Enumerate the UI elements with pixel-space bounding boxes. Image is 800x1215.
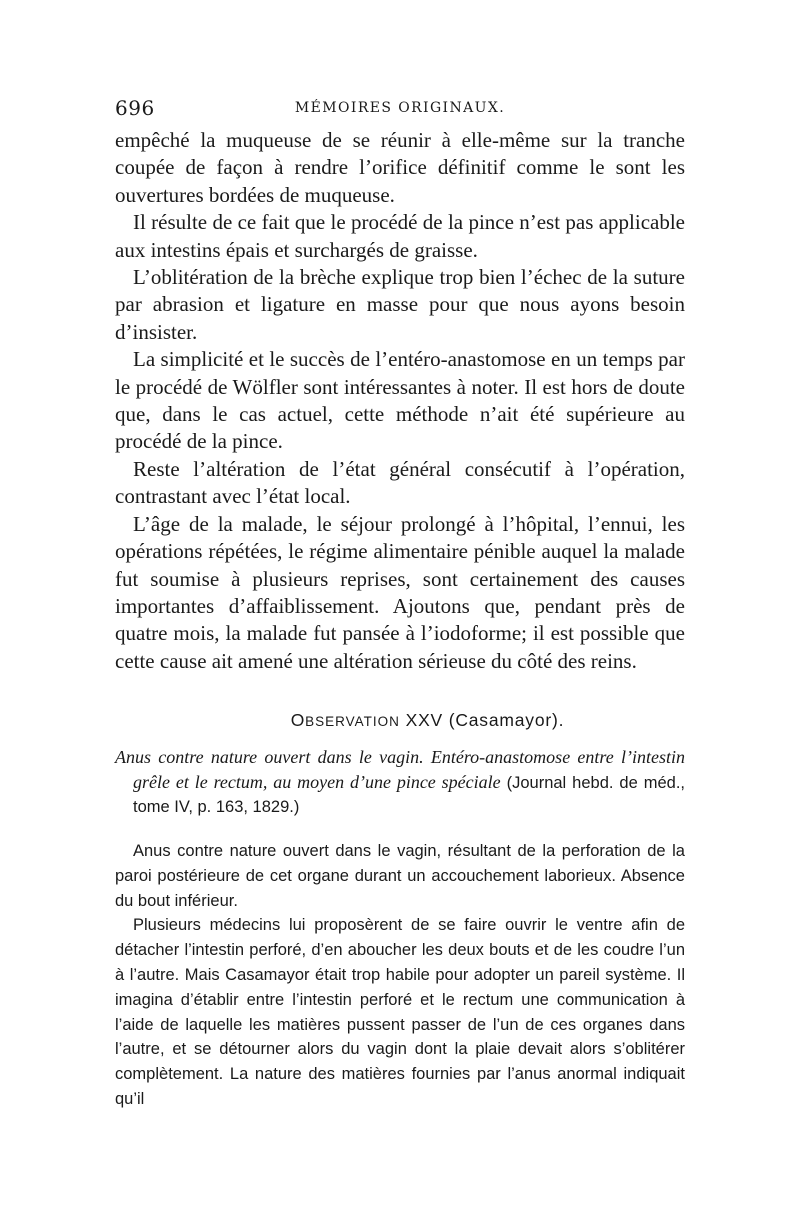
paragraph: L’oblitération de la brèche explique trop bien l’échec de la suture par abrasion et ligature en masse pour que nous ayons besoin d’insister.	[115, 265, 685, 344]
observation-label-rest: BSERVATION	[305, 714, 400, 729]
page-number: 696	[115, 96, 155, 120]
paragraph: Reste l’altération de l’état général consécutif à l’opération, contrastant avec l’état local.	[115, 456, 685, 509]
page-header	[115, 96, 685, 124]
observation-label-initial: O	[290, 710, 306, 730]
paragraph: Il résulte de ce fait que le procédé de la pince n’est pas applicable aux intestins épais et surchargés de graisse.	[115, 210, 685, 262]
observation-title	[170, 710, 685, 731]
main-text	[115, 127, 685, 675]
paragraph: empêché la muqueuse de se réunir à elle-même sur la tranche coupée de façon à rendre l’orifice définitif comme le sont les ouvertures bordées de muqueuse.	[115, 128, 685, 207]
paragraph: Plusieurs médecins lui proposèrent de se faire ouvrir le ventre afin de détacher l’intestin perforé, d’en aboucher les deux bouts et de les coudre l’un à l’autre. Mais Casamayor était trop habile pour adopter un pareil système. Il imagina d’établir entre l’intestin perforé et le rectum une communication à l’aide de laquelle les matières pussent passer de l’un de ces organes dans l’autre, et se détourner alors du vagin dont la plaie devait alors s’oblitérer complètement. La nature des matières fournies par l’anus anormal indiquait qu’il	[115, 916, 685, 1108]
observation-text	[115, 839, 685, 1112]
observation-author: (Casamayor).	[448, 710, 565, 730]
running-title: MÉMOIRES ORIGINAUX.	[294, 100, 506, 116]
observation-citation	[115, 745, 685, 819]
paragraph: Anus contre nature ouvert dans le vagin, résultant de la perforation de la paroi postérieure de cet organe durant un accouchement laborieux. Absence du bout inférieur.	[115, 842, 685, 910]
paragraph: La simplicité et le succès de l’entéro-anastomose en un temps par le procédé de Wölfler sont intéressantes à noter. Il est hors de doute que, dans le cas actuel, cette méthode n’ait été supérieure au procédé de la pince.	[115, 347, 685, 454]
observation-number: XXV	[405, 710, 444, 730]
citation-title: Anus contre nature ouvert dans le vagin. Entéro-anastomose entre l’intestin grêle et le rectum, au moyen d’une pince spéciale	[115, 747, 685, 792]
paragraph: L’âge de la malade, le séjour prolongé à l’hôpital, l’ennui, les opérations répétées, le régime alimentaire pénible auquel la malade fut soumise à plusieurs reprises, sont certainement des causes importantes d’affaiblissement. Ajoutons que, pendant près de quatre mois, la malade fut pansée à l’iodoforme; il est possible que cette cause ait amené une altération sérieuse du côté des reins.	[115, 511, 685, 673]
observation-heading-block	[115, 710, 685, 819]
citation-source: (Journal hebd. de méd., tome IV, p. 163, 1829.)	[133, 774, 685, 816]
